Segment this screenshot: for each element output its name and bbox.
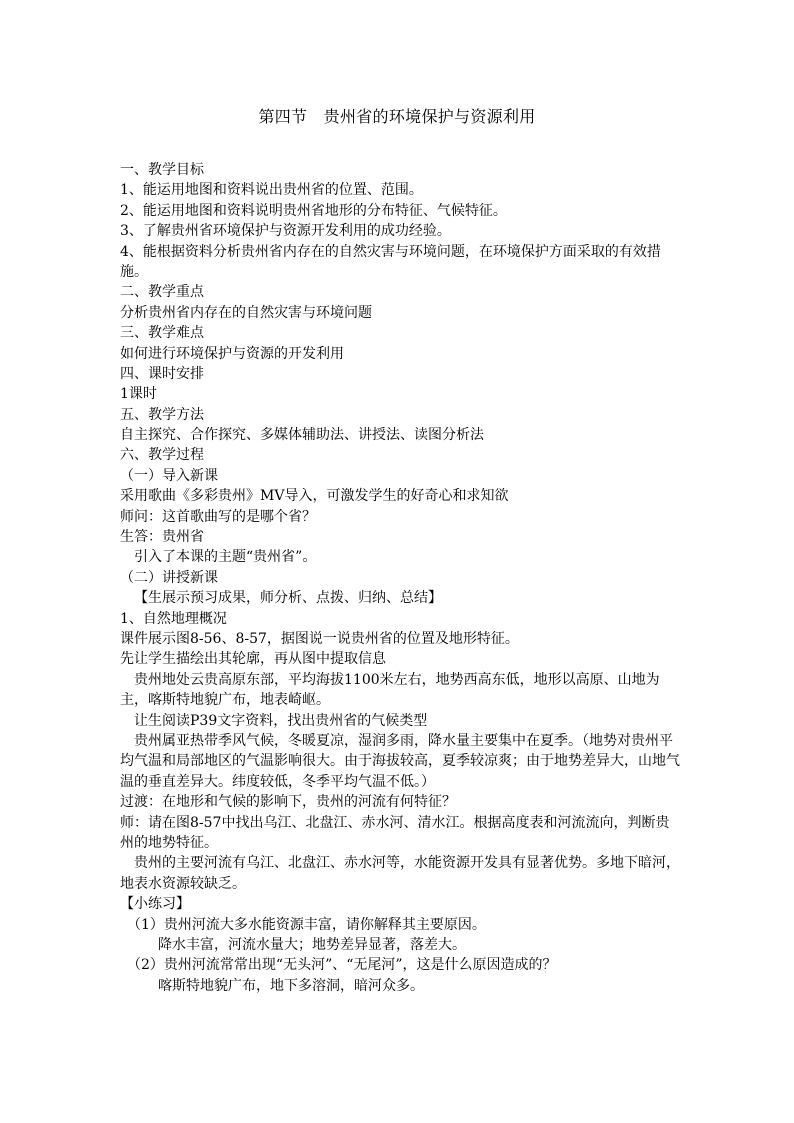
exercise-answer: 降水丰富，河流水量大；地势差异显著，落差大。 bbox=[158, 936, 466, 953]
paragraph: 如何进行环境保护与资源的开发利用 bbox=[120, 345, 344, 362]
paragraph: 先让学生描绘出其轮廓，再从图中提取信息 bbox=[120, 651, 386, 668]
exercise-question: （2）贵州河流常常出现“无头河”、“无尾河”，这是什么原因造成的？ bbox=[127, 957, 557, 974]
paragraph: 过渡：在地形和气候的影响下，贵州的河流有何特征？ bbox=[120, 794, 456, 811]
paragraph: 贵州属亚热带季风气候，冬暖夏凉，湿润多雨，降水量主要集中在夏季。（地势对贵州平均气温和局部地区的气温影响很大。由于海拔较高，夏季较凉爽；由于地势差异大，山地气温的垂直差异大。纬度较低，冬季平均气温不低。） bbox=[120, 732, 680, 790]
paragraph: 【生展示预习成果，师分析、点拨、归纳、总结】 bbox=[134, 590, 442, 607]
paragraph: 让生阅读P39文字资料，找出贵州省的气候类型 bbox=[134, 712, 428, 729]
paragraph: 4、能根据资料分析贵州省内存在的自然灾害与环境问题，在环境保护方面采取的有效措施。 bbox=[120, 243, 661, 280]
paragraph: 3、了解贵州省环境保护与资源开发利用的成功经验。 bbox=[120, 223, 451, 240]
section-heading: 六、教学过程 bbox=[120, 447, 204, 464]
section-heading: 一、教学目标 bbox=[120, 162, 204, 178]
paragraph: 自主探究、合作探究、多媒体辅助法、讲授法、读图分析法 bbox=[120, 427, 484, 444]
exercise-heading: 【小练习】 bbox=[120, 896, 190, 913]
document-title: 第四节 贵州省的环境保护与资源利用 bbox=[258, 107, 536, 126]
exercise-question: （1）贵州河流大多水能资源丰富，请你解释其主要原因。 bbox=[127, 916, 486, 933]
paragraph: 分析贵州省内存在的自然灾害与环境问题 bbox=[120, 304, 372, 321]
paragraph: 2、能运用地图和资料说明贵州省地形的分布特征、气候特征。 bbox=[120, 202, 507, 219]
paragraph: 引入了本课的主题“贵州省”。 bbox=[134, 549, 317, 566]
document-body bbox=[120, 160, 680, 996]
paragraph: 贵州地处云贵高原东部，平均海拔1100米左右，地势西高东低，地形以高原、山地为主，喀斯特地貌广布，地表崎岖。 bbox=[120, 671, 660, 709]
section-heading: 三、教学难点 bbox=[120, 325, 204, 342]
section-heading: 五、教学方法 bbox=[120, 406, 204, 423]
paragraph: 课件展示图8-56、8-57，据图说一说贵州省的位置及地形特征。 bbox=[120, 631, 519, 647]
exercise-answer: 喀斯特地貌广布，地下多溶洞，暗河众多。 bbox=[158, 977, 424, 994]
section-heading: 四、课时安排 bbox=[120, 365, 204, 382]
paragraph: 生答：贵州省 bbox=[120, 529, 204, 546]
section-heading: 二、教学重点 bbox=[120, 284, 204, 301]
paragraph: 贵州的主要河流有乌江、北盘江、赤水河等，水能资源开发具有显著优势。多地下暗河，地表水资源较缺乏。 bbox=[120, 855, 680, 892]
paragraph: 1、能运用地图和资料说出贵州省的位置、范围。 bbox=[120, 182, 423, 199]
paragraph: 1课时 bbox=[120, 386, 157, 403]
subsection-heading: （一）导入新课 bbox=[120, 467, 218, 484]
paragraph: 师：请在图8-57中找出乌江、北盘江、赤水河、清水江。根据高度表和河流流向，判断贵州的地势特征。 bbox=[120, 814, 670, 851]
paragraph: 师问：这首歌曲写的是哪个省？ bbox=[120, 508, 316, 525]
paragraph: 采用歌曲《多彩贵州》MV导入，可激发学生的好奇心和求知欲 bbox=[120, 488, 509, 505]
paragraph: 1、自然地理概况 bbox=[120, 610, 227, 627]
subsection-heading: （二）讲授新课 bbox=[120, 569, 218, 586]
